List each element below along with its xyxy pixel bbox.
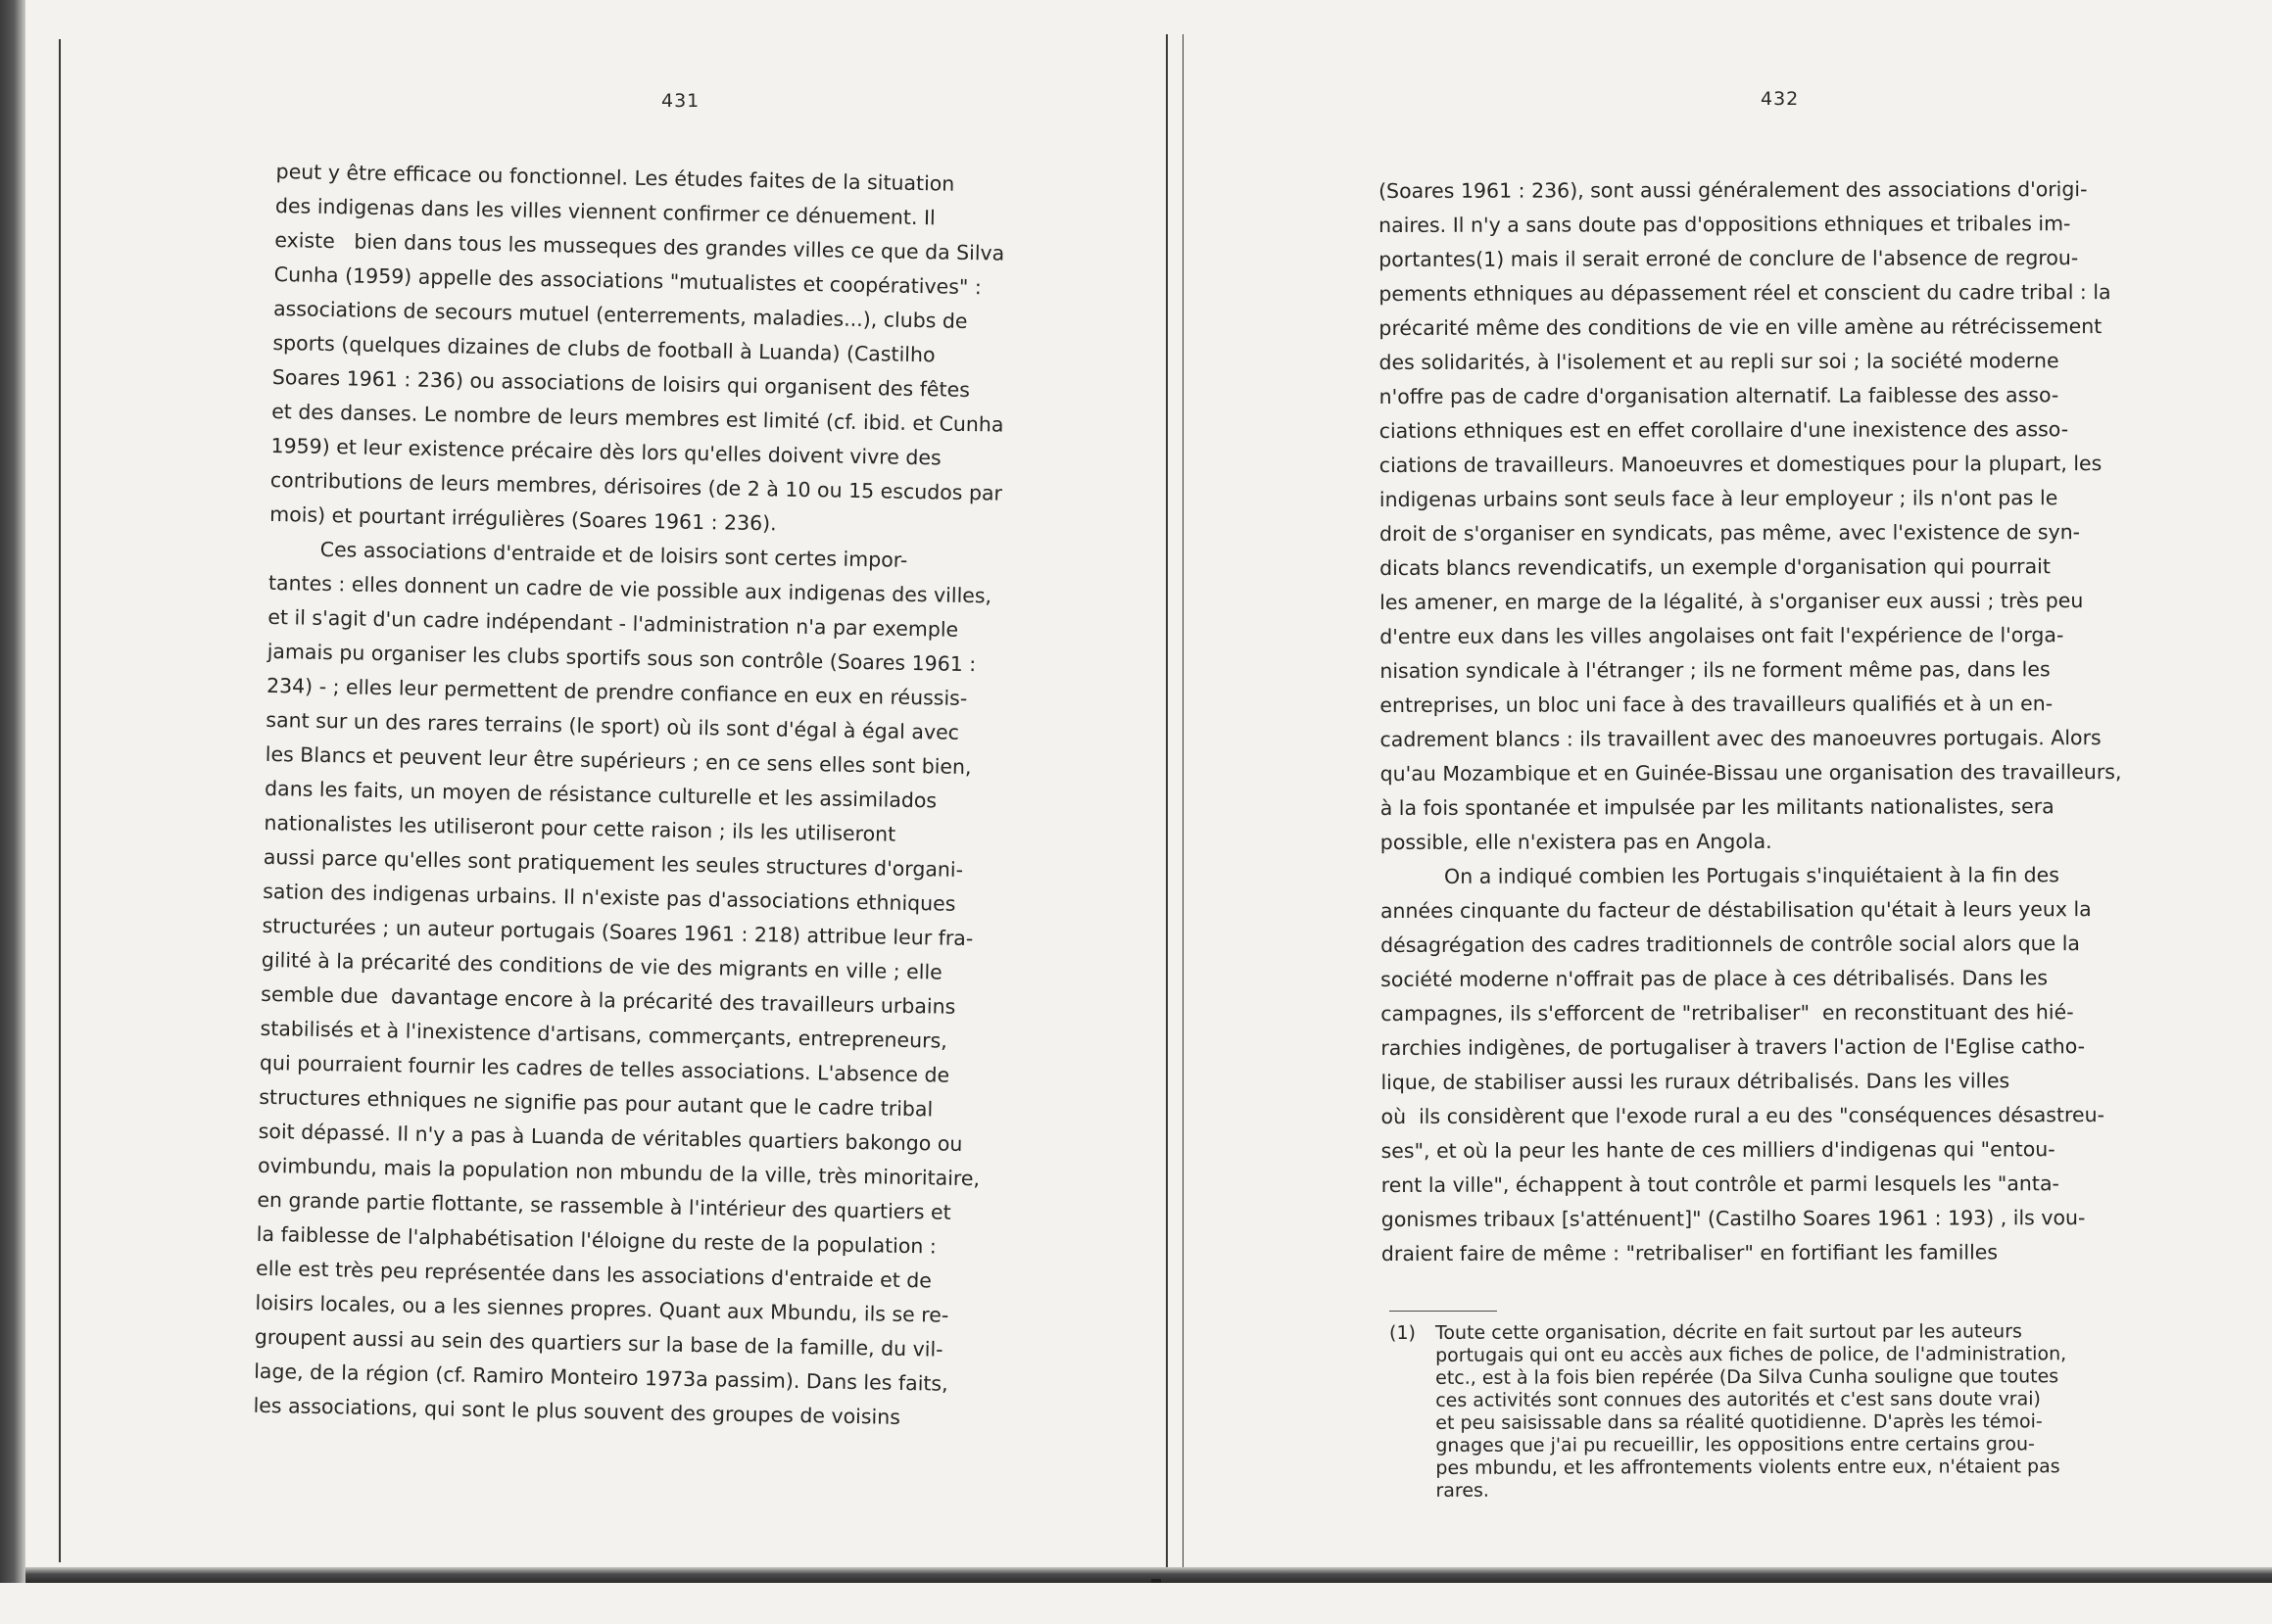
right-page-text-line: droit de s'organiser en syndicats, pas même, avec l'existence de syn-: [1378, 520, 2081, 546]
footnote: [1389, 1320, 2067, 1502]
right-page-text-line: possible, elle n'existera pas en Angola.: [1379, 829, 1772, 854]
left-page-text-line: sant sur un des rares terrains (le sport) où ils sont d'égal à égal avec: [266, 707, 960, 744]
right-page-text-line: ses", et où la peur les hante de ces milliers d'indigenas qui "entou-: [1380, 1137, 2055, 1163]
right-page-text-line: rarchies indigènes, de portugaliser à travers l'action de l'Eglise catho-: [1380, 1034, 2086, 1060]
left-page-text-line: nationalistes les utiliseront pour cette raison ; ils les utiliseront: [264, 810, 896, 846]
right-page-number: 432: [1761, 88, 1800, 110]
left-page-border: [59, 39, 61, 1562]
left-page-text-line: dans les faits, un moyen de résistance culturelle et les assimilados: [264, 776, 938, 813]
left-page-body-text: [253, 155, 1008, 1436]
left-page-text-line: aussi parce qu'elles sont pratiquement les seules structures d'organi-: [263, 844, 964, 882]
left-page-text-line: contributions de leurs membres, dérisoires (de 2 à 10 ou 15 escudos par: [269, 467, 1003, 505]
left-page-text-line: sports (quelques dizaines de clubs de football à Luanda) (Castilho: [272, 330, 936, 367]
left-page-text-line: structurées ; un auteur portugais (Soares 1961 : 218) attribue leur fra-: [262, 913, 974, 951]
right-page-text-line: qu'au Mozambique et en Guinée-Bissau une organisation des travailleurs,: [1379, 760, 2122, 786]
scan-bottom-edge: [25, 1567, 2272, 1583]
right-page-body-text: [1378, 172, 2123, 1271]
right-page-text-line: (Soares 1961 : 236), sont aussi généralement des associations d'origi-: [1378, 177, 2088, 203]
right-page-text-line: les amener, en marge de la légalité, à s'organiser eux aussi ; très peu: [1379, 589, 2084, 614]
right-page-text-line: ciations de travailleurs. Manoeuvres et domestiques pour la plupart, les: [1378, 452, 2103, 477]
left-page-text-line: 234) - ; elles leur permettent de prendre confiance en eux en réussis-: [266, 673, 968, 711]
footnote-text-line: rares.: [1435, 1479, 1489, 1502]
left-page-text-line: mois) et pourtant irrégulières (Soares 1961 : 236).: [269, 502, 777, 536]
scan-bottom-margin: [0, 1583, 2272, 1624]
right-page-text-line: désagrégation des cadres traditionnels de contrôle social alors que la: [1380, 931, 2080, 957]
footnote-text-line: Toute cette organisation, décrite en fait surtout par les auteurs: [1434, 1320, 2022, 1344]
left-page-text-line: 1959) et leur existence précaire dès lors qu'elles doivent vivre des: [270, 433, 942, 470]
right-page-text-line: cadrement blancs : ils travaillent avec des manoeuvres portugais. Alors: [1379, 726, 2102, 751]
right-page-text-line: nisation syndicale à l'étranger ; ils ne forment même pas, dans les: [1379, 657, 2051, 683]
left-page-text-line: qui pourraient fournir les cadres de telles associations. L'absence de: [259, 1050, 950, 1087]
left-page-text-line: Cunha (1959) appelle des associations "mutualistes et coopératives" :: [273, 262, 982, 300]
left-page-text-line: structures ethniques ne signifie pas pour autant que le cadre tribal: [259, 1084, 934, 1122]
right-page-text-line: ciations ethniques est en effet corollaire d'une inexistence des asso-: [1378, 417, 2069, 443]
left-page-text-line: les Blancs et peuvent leur être supérieurs ; en ce sens elles sont bien,: [265, 741, 972, 780]
left-page-text-line: et des danses. Le nombre de leurs membres est limité (cf. ibid. et Cunha: [270, 399, 1004, 437]
footnote-text-line: gnages que j'ai pu recueillir, les oppositions entre certains grou-: [1435, 1433, 2035, 1457]
footnote-text-line: portugais qui ont eu accès aux fiches de police, de l'administration,: [1435, 1343, 2067, 1366]
left-page-text-line: peut y être efficace ou fonctionnel. Les études faites de la situation: [275, 159, 955, 196]
right-page-text-line: société moderne n'offrait pas de place à ces détribalisés. Dans les: [1380, 966, 2049, 991]
right-page-text-line: n'offre pas de cadre d'organisation alternatif. La faiblesse des asso-: [1378, 383, 2059, 408]
right-page-text-line: précarité même des conditions de vie en ville amène au rétrécissement: [1378, 314, 2103, 340]
right-page-text-line: des solidarités, à l'isolement et au repli sur soi ; la société moderne: [1378, 349, 2059, 374]
left-page-text-line: Soares 1961 : 236) ou associations de loisirs qui organisent des fêtes: [271, 364, 971, 403]
footnote-text-line: etc., est à la fois bien repérée (Da Silva Cunha souligne que toutes: [1435, 1365, 2059, 1389]
left-page-text-line: et il s'agit d'un cadre indépendant - l'administration n'a par exemple: [267, 604, 959, 642]
left-page-text-line: soit dépassé. Il n'y a pas à Luanda de véritables quartiers bakongo ou: [258, 1119, 963, 1157]
left-page-text-line: loisirs locales, ou a les siennes propres. Quant aux Mbundu, ils se re-: [255, 1290, 949, 1327]
right-page-text-line: campagnes, ils s'efforcent de "retribaliser" en reconstituant des hié-: [1380, 1000, 2074, 1026]
left-page-text-line: stabilisés et à l'inexistence d'artisans, commerçants, entrepreneurs,: [260, 1016, 947, 1053]
right-page-text-line: On a indiqué combien les Portugais s'inquiétaient à la fin des: [1379, 863, 2059, 888]
left-page-text-line: tantes : elles donnent un cadre de vie possible aux indigenas des villes,: [267, 570, 992, 608]
left-page-text-line: les associations, qui sont le plus souvent des groupes de voisins: [253, 1393, 901, 1429]
left-page-number: 431: [661, 90, 701, 112]
footnote-marker: (1): [1389, 1321, 1416, 1344]
scan-left-edge: [0, 0, 25, 1624]
footnote-text: [1435, 1320, 2067, 1503]
left-page-text-line: gilité à la précarité des conditions de vie des migrants en ville ; elle: [261, 947, 943, 984]
left-page-text-line: en grande partie flottante, se rassemble à l'intérieur des quartiers et: [257, 1187, 951, 1224]
right-page-text-line: à la fois spontanée et impulsée par les militants nationalistes, sera: [1379, 794, 2054, 820]
right-page-text-line: draient faire de même : "retribaliser" en fortifiant les familles: [1380, 1240, 1999, 1266]
right-page-text-line: pements ethniques au dépassement réel et conscient du cadre tribal : la: [1378, 280, 2111, 306]
right-page-text-line: d'entre eux dans les villes angolaises ont fait l'expérience de l'orga-: [1379, 623, 2064, 648]
footnote-rule: [1389, 1311, 1497, 1312]
right-page-text-line: années cinquante du facteur de déstabilisation qu'était à leurs yeux la: [1379, 897, 2092, 923]
center-gutter-line-right: [1183, 34, 1184, 1572]
right-page-text-line: dicats blancs revendicatifs, un exemple d'organisation qui pourrait: [1379, 554, 2051, 580]
footnote-text-line: et peu saisissable dans sa réalité quotidienne. D'après les témoi-: [1435, 1410, 2043, 1434]
left-page-text-line: des indigenas dans les villes viennent confirmer ce dénuement. Il: [274, 193, 936, 230]
right-page-text-line: portantes(1) mais il serait erroné de conclure de l'absence de regrou-: [1378, 246, 2079, 271]
left-page-text-line: associations de secours mutuel (enterrements, maladies...), clubs de: [272, 296, 968, 333]
footnote-text-line: ces activités sont connues des autorités et c'est sans doute vrai): [1435, 1388, 2041, 1411]
left-page-text-line: Ces associations d'entraide et de loisirs sont certes impor-: [268, 536, 908, 572]
left-page-text-line: jamais pu organiser les clubs sportifs sous son contrôle (Soares 1961 :: [266, 639, 977, 677]
right-page-text-line: gonismes tribaux [s'atténuent]" (Castilho Soares 1961 : 193) , ils vou-: [1380, 1206, 2086, 1231]
left-page-text-line: groupent aussi au sein des quartiers sur la base de la famille, du vil-: [254, 1324, 943, 1361]
left-page-text-line: semble due davantage encore à la précarité des travailleurs urbains: [261, 981, 956, 1019]
left-page-text-line: ovimbundu, mais la population non mbundu de la ville, très minoritaire,: [257, 1153, 981, 1191]
right-page-text-line: entreprises, un bloc uni face à des travailleurs qualifiés et à un en-: [1379, 692, 2054, 717]
right-page-text-line: lique, de stabiliser aussi les ruraux détribalisés. Dans les villes: [1380, 1069, 2010, 1094]
right-page-text-line: où ils considèrent que l'exode rural a eu des "conséquences désastreu-: [1380, 1103, 2104, 1128]
left-page-text-line: existe bien dans tous les musseques des grandes villes ce que da Silva: [274, 227, 1005, 265]
right-page-text-line: naires. Il n'y a sans doute pas d'oppositions ethniques et tribales im-: [1378, 212, 2071, 237]
right-page-text-line: rent la ville", échappent à tout contrôle et parmi lesquels les "anta-: [1380, 1171, 2059, 1197]
left-page-text-line: elle est très peu représentée dans les associations d'entraide et de: [255, 1256, 933, 1293]
center-gutter-line-left: [1166, 34, 1168, 1572]
right-page-text-line: indigenas urbains sont seuls face à leur employeur ; ils n'ont pas le: [1378, 486, 2058, 511]
left-page-text-line: lage, de la région (cf. Ramiro Monteiro 1973a passim). Dans les faits,: [254, 1359, 948, 1396]
left-page-text-line: la faiblesse de l'alphabétisation l'éloigne du reste de la population :: [256, 1221, 938, 1259]
left-page-text-line: sation des indigenas urbains. Il n'existe pas d'associations ethniques: [262, 879, 956, 916]
footnote-text-line: pes mbundu, et les affrontements violents entre eux, n'étaient pas: [1435, 1456, 2060, 1479]
